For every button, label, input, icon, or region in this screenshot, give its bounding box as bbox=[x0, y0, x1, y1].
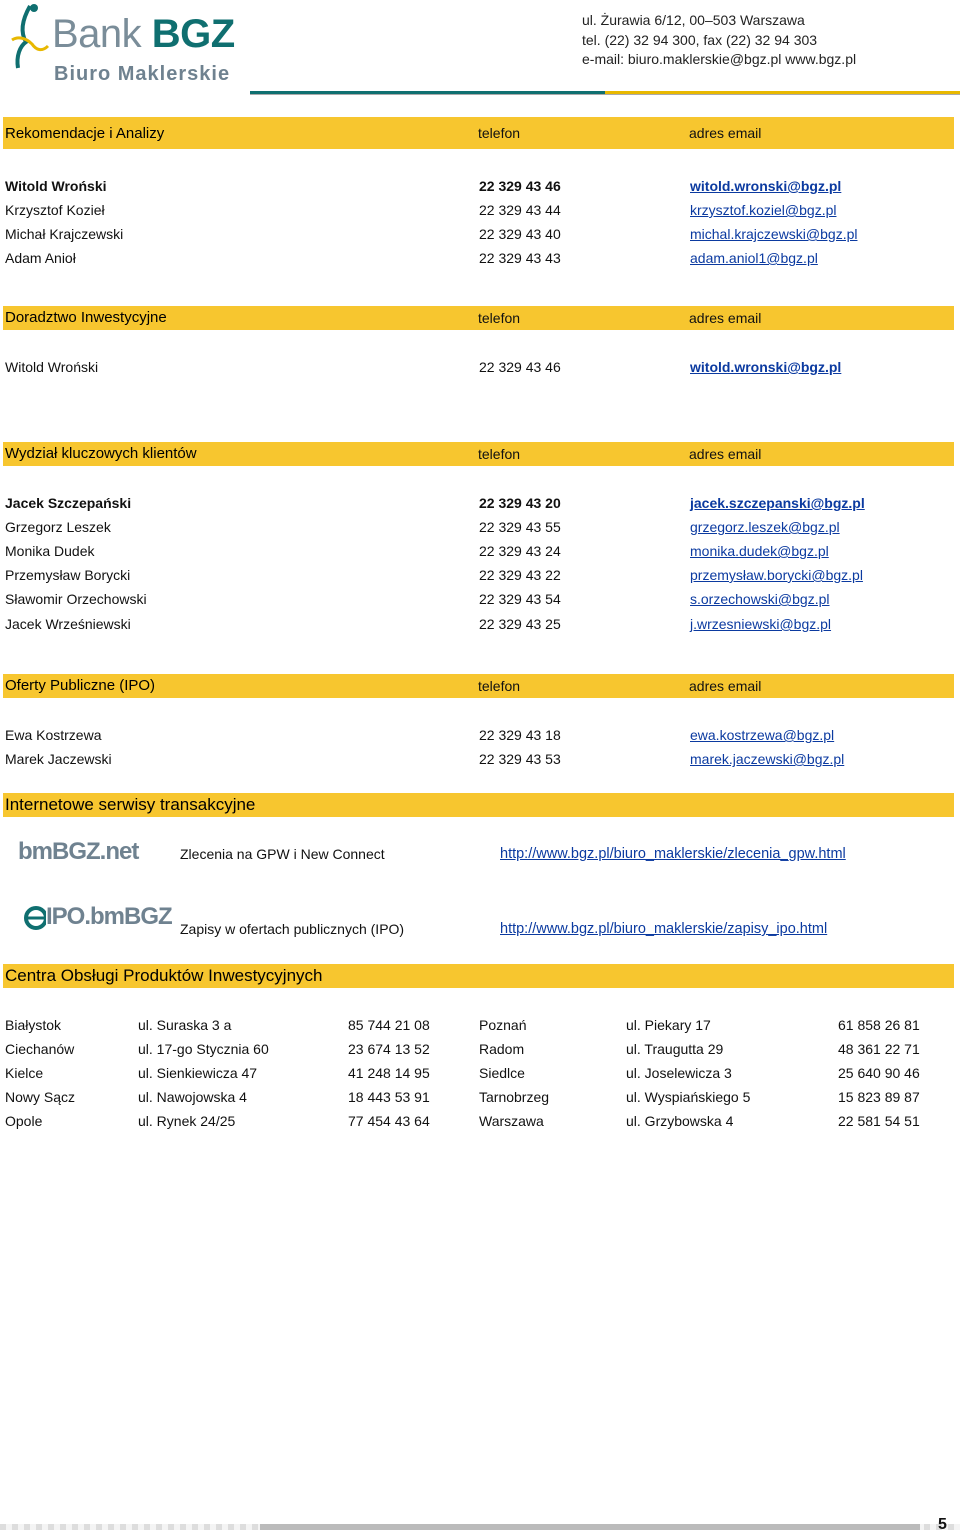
table-row bbox=[5, 495, 945, 515]
table-row bbox=[5, 519, 945, 539]
contact-phone: 22 329 43 46 bbox=[479, 359, 561, 375]
contact-email-link[interactable]: ewa.kostrzewa@bgz.pl bbox=[690, 727, 835, 743]
header-email[interactable]: e-mail: biuro.maklerskie@bgz.pl www.bgz.pl bbox=[582, 51, 857, 67]
contact-name: Sławomir Orzechowski bbox=[5, 591, 147, 607]
office-phone: 41 248 14 95 bbox=[348, 1065, 430, 1081]
bank-logo bbox=[52, 14, 235, 54]
table-row bbox=[5, 567, 945, 587]
office-address: ul. Suraska 3 a bbox=[138, 1017, 232, 1033]
logo-subtitle: Biuro Maklerskie bbox=[54, 63, 231, 85]
contact-phone: 22 329 43 53 bbox=[479, 751, 561, 767]
service-url-link[interactable]: http://www.bgz.pl/biuro_maklerskie/zlecenia_gpw.html bbox=[500, 846, 846, 862]
contact-email-link[interactable]: adam.aniol1@bgz.pl bbox=[690, 250, 818, 266]
table-row bbox=[5, 591, 945, 611]
table-row bbox=[5, 226, 945, 246]
section-title: Doradztwo Inwestycyjne bbox=[5, 309, 167, 326]
table-row bbox=[5, 616, 945, 636]
contact-phone: 22 329 43 22 bbox=[479, 567, 561, 583]
contact-phone: 22 329 43 43 bbox=[479, 250, 561, 266]
ipo-e-icon bbox=[24, 894, 46, 940]
contact-phone: 22 329 43 20 bbox=[479, 495, 561, 511]
bank-logo-figure-icon bbox=[8, 2, 50, 72]
office-address: ul. Sienkiewicza 47 bbox=[138, 1065, 258, 1081]
contact-name: Przemysław Borycki bbox=[5, 567, 131, 583]
city-name: Tarnobrzeg bbox=[479, 1089, 550, 1105]
table-row bbox=[5, 1089, 945, 1113]
col-email-header: adres email bbox=[689, 446, 762, 462]
header-contact bbox=[582, 11, 856, 70]
contact-email-link[interactable]: jacek.szczepanski@bgz.pl bbox=[690, 495, 865, 511]
contact-name: Jacek Wrześniewski bbox=[5, 616, 131, 632]
contact-email-link[interactable]: marek.jaczewski@bgz.pl bbox=[690, 751, 845, 767]
city-name: Radom bbox=[479, 1041, 525, 1057]
section-title: Wydział kluczowych klientów bbox=[5, 445, 197, 462]
city-name: Siedlce bbox=[479, 1065, 525, 1081]
contact-phone: 22 329 43 25 bbox=[479, 616, 561, 632]
contact-email-link[interactable]: przemysław.borycki@bgz.pl bbox=[690, 567, 863, 583]
contact-email-link[interactable]: witold.wronski@bgz.pl bbox=[690, 359, 842, 375]
contact-name: Witold Wroński bbox=[5, 178, 107, 194]
table-row bbox=[5, 178, 945, 198]
office-phone: 61 858 26 81 bbox=[838, 1017, 920, 1033]
office-phone: 18 443 53 91 bbox=[348, 1089, 430, 1105]
table-row bbox=[5, 727, 945, 747]
contact-name: Monika Dudek bbox=[5, 543, 95, 559]
contact-email-link[interactable]: monika.dudek@bgz.pl bbox=[690, 543, 829, 559]
contact-name: Marek Jaczewski bbox=[5, 751, 112, 767]
table-row bbox=[5, 543, 945, 563]
table-row bbox=[5, 359, 945, 379]
header-rule-thin bbox=[250, 94, 960, 95]
city-name: Ciechanów bbox=[5, 1041, 75, 1057]
office-address: ul. Piekary 17 bbox=[626, 1017, 711, 1033]
city-name: Poznań bbox=[479, 1017, 527, 1033]
city-name: Warszawa bbox=[479, 1113, 544, 1129]
header-address: ul. Żurawia 6/12, 00–503 Warszawa bbox=[582, 12, 805, 28]
office-phone: 85 744 21 08 bbox=[348, 1017, 430, 1033]
logo-bank-text: Bank bbox=[52, 12, 142, 56]
table-row bbox=[5, 1041, 945, 1065]
section-title: Oferty Publiczne (IPO) bbox=[5, 677, 156, 694]
col-email-header: adres email bbox=[689, 310, 762, 326]
section-bar-rekomendacje bbox=[3, 117, 954, 149]
office-phone: 23 674 13 52 bbox=[348, 1041, 430, 1057]
contact-name: Ewa Kostrzewa bbox=[5, 727, 102, 743]
section-title: Centra Obsługi Produktów Inwestycyjnych bbox=[5, 966, 323, 985]
contact-email-link[interactable]: krzysztof.koziel@bgz.pl bbox=[690, 202, 837, 218]
section-title: Internetowe serwisy transakcyjne bbox=[5, 795, 256, 814]
header-phone: tel. (22) 32 94 300, fax (22) 32 94 303 bbox=[582, 31, 818, 48]
contact-name: Adam Anioł bbox=[5, 250, 76, 266]
logo-bgz-text: BGZ bbox=[151, 12, 235, 56]
contact-phone: 22 329 43 44 bbox=[479, 202, 561, 218]
page-number: 5 bbox=[938, 1516, 947, 1533]
section-bar-doradztwo bbox=[3, 306, 954, 330]
table-row bbox=[5, 202, 945, 222]
office-phone: 48 361 22 71 bbox=[838, 1041, 920, 1057]
table-row bbox=[5, 1065, 945, 1089]
office-address: ul. Traugutta 29 bbox=[626, 1041, 724, 1057]
section-bar-ipo bbox=[3, 674, 954, 698]
city-name: Białystok bbox=[5, 1017, 62, 1033]
contact-name: Witold Wroński bbox=[5, 359, 99, 375]
office-address: ul. 17-go Stycznia 60 bbox=[138, 1041, 269, 1057]
contact-name: Krzysztof Kozieł bbox=[5, 202, 105, 218]
city-name: Opole bbox=[5, 1113, 43, 1129]
contact-phone: 22 329 43 46 bbox=[479, 178, 561, 194]
contact-phone: 22 329 43 24 bbox=[479, 543, 561, 559]
col-phone-header: telefon bbox=[478, 678, 521, 694]
centra-table bbox=[5, 1017, 945, 1137]
section-bar-kluczowi bbox=[3, 442, 954, 466]
section-bar-centra bbox=[3, 964, 954, 988]
table-row bbox=[5, 1017, 945, 1041]
contact-email-link[interactable]: j.wrzesniewski@bgz.pl bbox=[690, 616, 832, 632]
col-email-header: adres email bbox=[689, 678, 762, 694]
office-address: ul. Rynek 24/25 bbox=[138, 1113, 236, 1129]
office-address: ul. Nawojowska 4 bbox=[138, 1089, 247, 1105]
section-bar-internet bbox=[3, 793, 954, 817]
contact-phone: 22 329 43 18 bbox=[479, 727, 561, 743]
contact-name: Michał Krajczewski bbox=[5, 226, 124, 242]
table-row bbox=[5, 1113, 945, 1137]
service-logo-text: IPO.bmBGZ bbox=[46, 903, 172, 930]
office-address: ul. Wyspiańskiego 5 bbox=[626, 1089, 751, 1105]
contact-phone: 22 329 43 54 bbox=[479, 591, 561, 607]
office-phone: 25 640 90 46 bbox=[838, 1065, 920, 1081]
contact-email-link[interactable]: michal.krajczewski@bgz.pl bbox=[690, 226, 858, 242]
office-phone: 22 581 54 51 bbox=[838, 1113, 920, 1129]
col-phone-header: telefon bbox=[478, 310, 521, 326]
contact-email-link[interactable]: grzegorz.leszek@bgz.pl bbox=[690, 519, 840, 535]
col-phone-header: telefon bbox=[478, 125, 521, 141]
service-logo-text: bmBGZ.net bbox=[18, 838, 139, 865]
contact-phone: 22 329 43 40 bbox=[479, 226, 561, 242]
office-address: ul. Joselewicza 3 bbox=[626, 1065, 732, 1081]
col-email-header: adres email bbox=[689, 125, 762, 141]
service-url-link[interactable]: http://www.bgz.pl/biuro_maklerskie/zapisy_ipo.html bbox=[500, 921, 828, 937]
table-row bbox=[5, 751, 945, 771]
footer-band-accent bbox=[260, 1524, 920, 1530]
col-phone-header: telefon bbox=[478, 446, 521, 462]
contact-name: Jacek Szczepański bbox=[5, 495, 132, 511]
office-address: ul. Grzybowska 4 bbox=[626, 1113, 734, 1129]
city-name: Nowy Sącz bbox=[5, 1089, 76, 1105]
section-title: Rekomendacje i Analizy bbox=[5, 125, 165, 142]
contact-name: Grzegorz Leszek bbox=[5, 519, 111, 535]
contact-email-link[interactable]: witold.wronski@bgz.pl bbox=[690, 178, 842, 194]
bmbgz-net-logo bbox=[18, 838, 138, 866]
office-phone: 77 454 43 64 bbox=[348, 1113, 430, 1129]
table-row bbox=[5, 250, 945, 270]
contact-email-link[interactable]: s.orzechowski@bgz.pl bbox=[690, 591, 830, 607]
service-description: Zlecenia na GPW i New Connect bbox=[180, 846, 385, 862]
office-phone: 15 823 89 87 bbox=[838, 1089, 920, 1105]
service-description: Zapisy w ofertach publicznych (IPO) bbox=[180, 921, 405, 937]
ipo-bmbgz-logo bbox=[24, 893, 172, 941]
contact-phone: 22 329 43 55 bbox=[479, 519, 561, 535]
city-name: Kielce bbox=[5, 1065, 44, 1081]
